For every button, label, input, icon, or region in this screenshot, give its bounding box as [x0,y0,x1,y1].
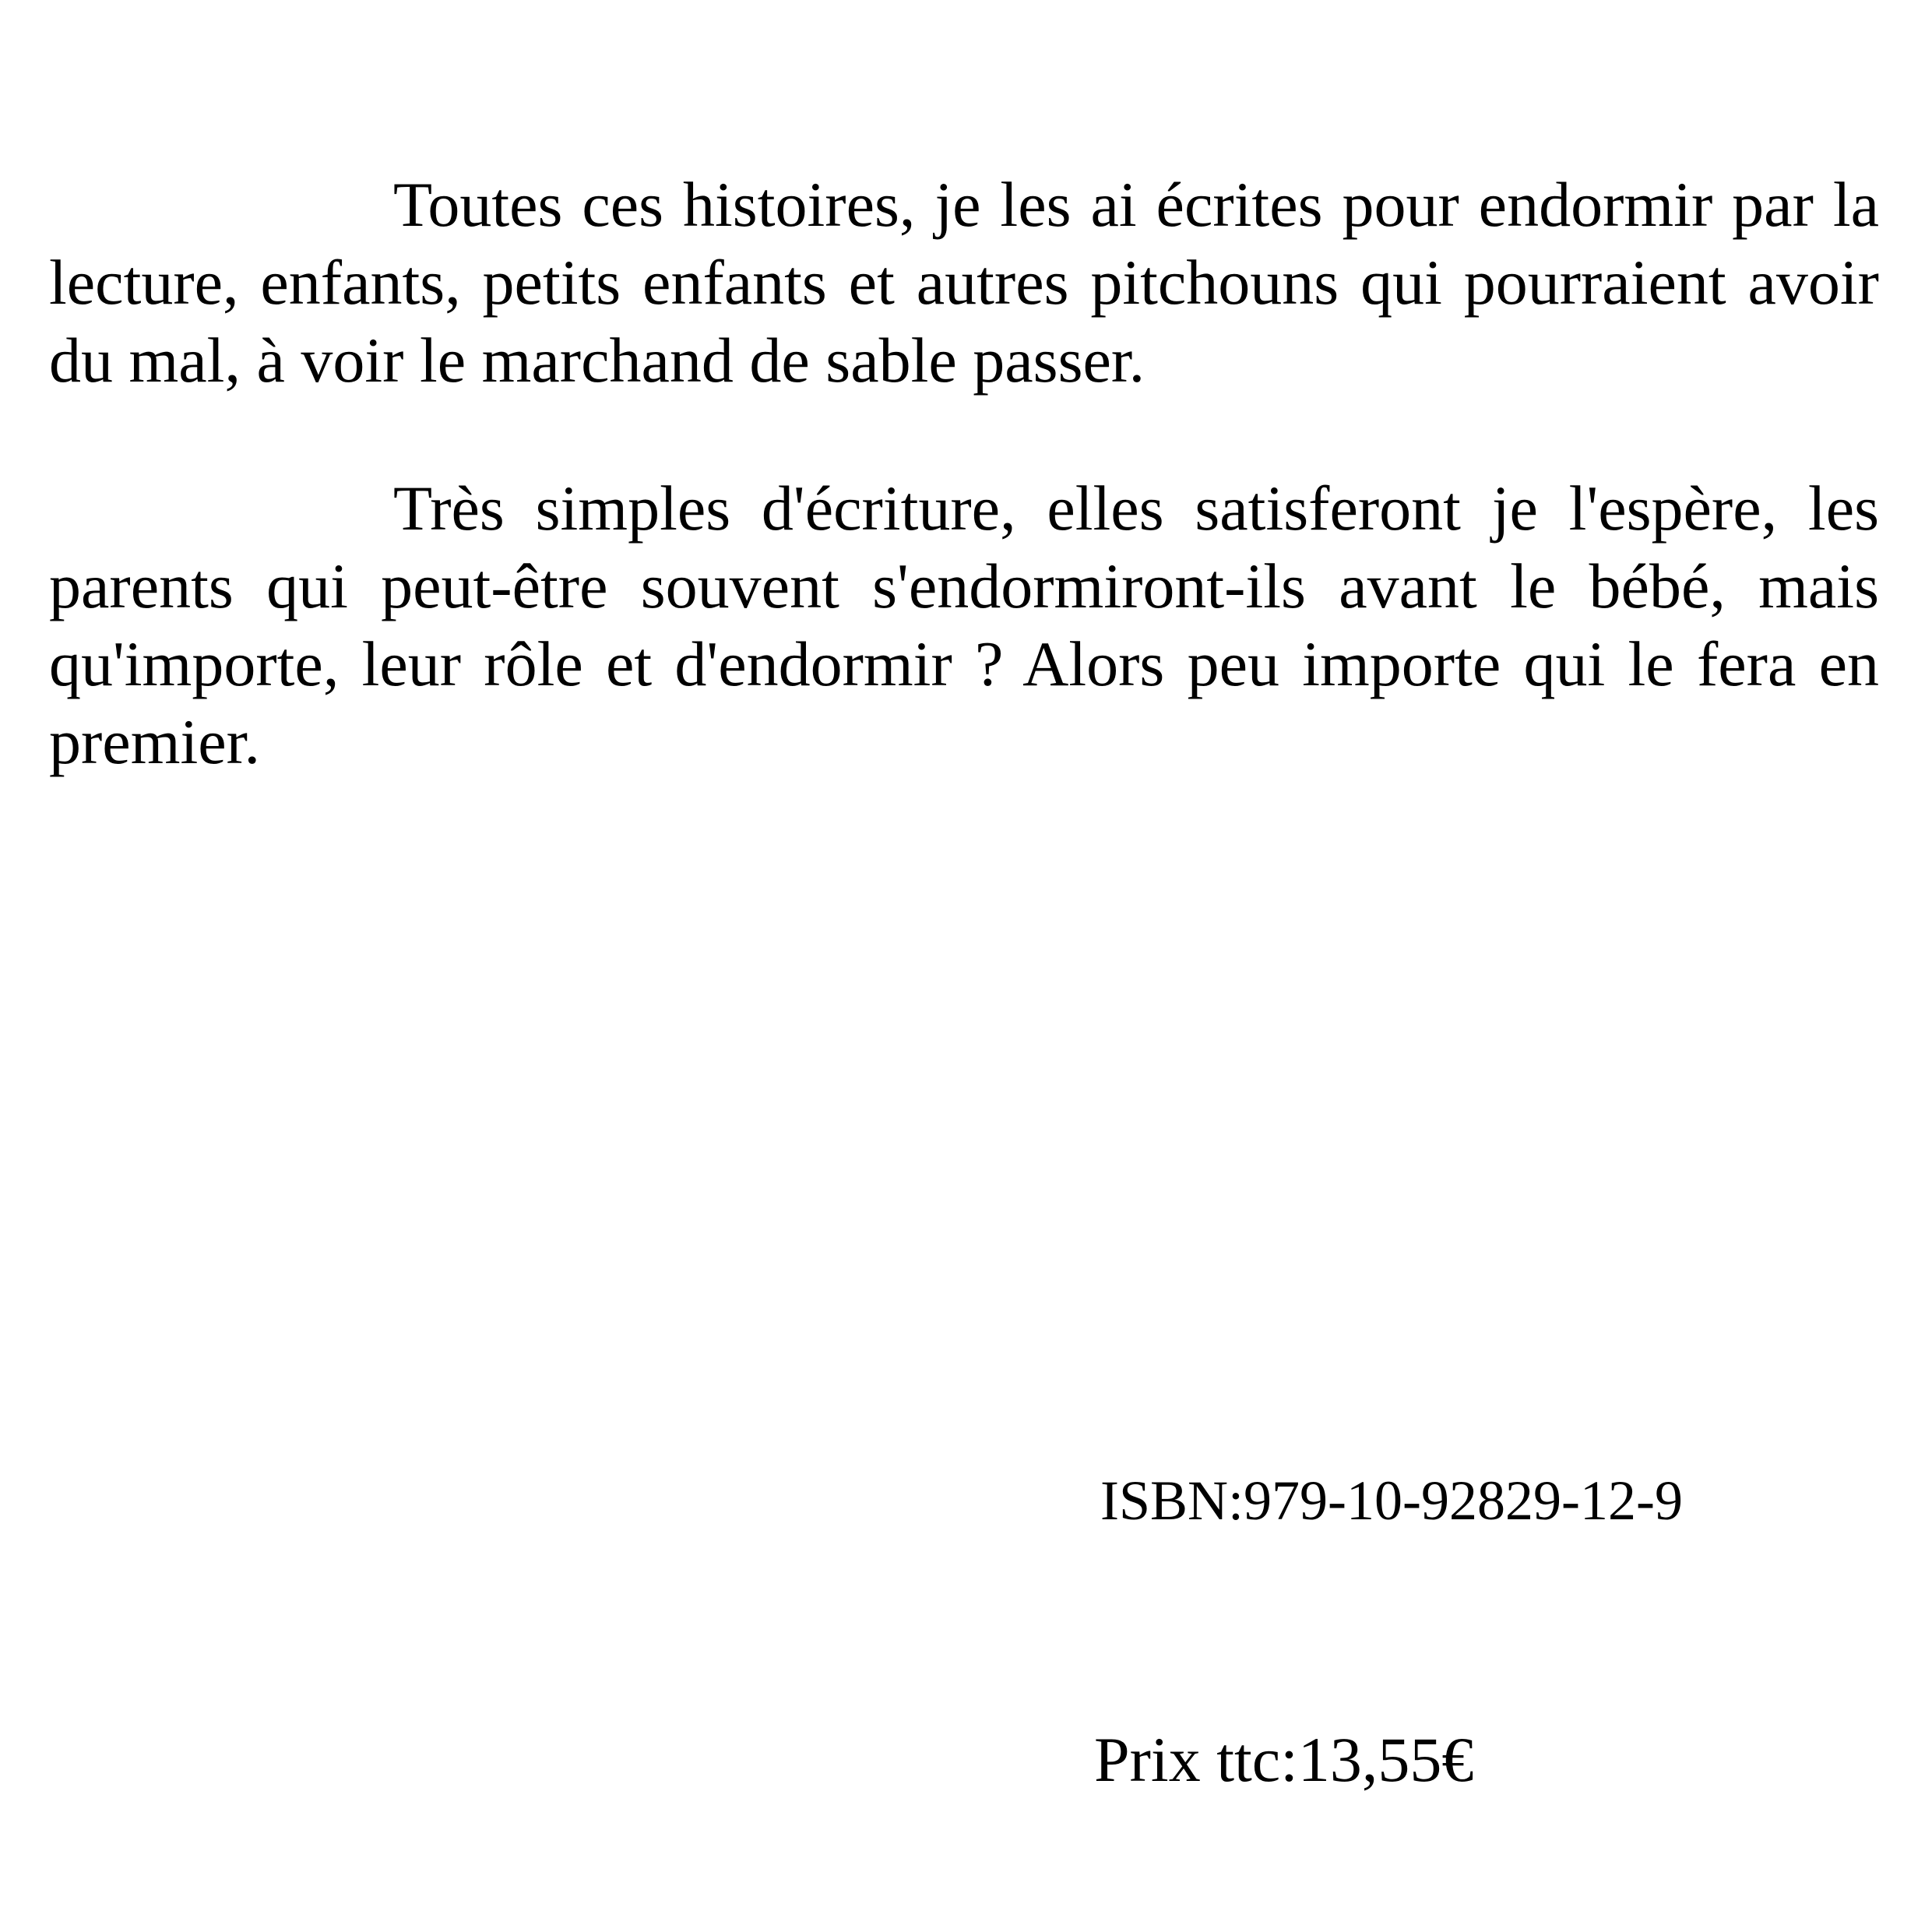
blurb-paragraph-1: Toutes ces histoires, je les ai écrites pour endormir par la lecture, enfants, petits enfants et autres pitchouns qui pourraient avoir du mal, à voir le marchand de sable passer. [49,169,1879,396]
price-label: Prix ttc:13,55€ [1094,1724,1474,1795]
isbn-label: ISBN:979-10-92829-12-9 [1100,1469,1683,1532]
blurb-text [49,166,1879,781]
blurb-paragraph-2: Très simples d'écriture, elles satisferont je l'espère, les parents qui peut-être souvent s'endormiront-ils avant le bébé, mais qu'importe, leur rôle et d'endormir ? Alors peu importe qui le fera en premier. [49,473,1879,777]
